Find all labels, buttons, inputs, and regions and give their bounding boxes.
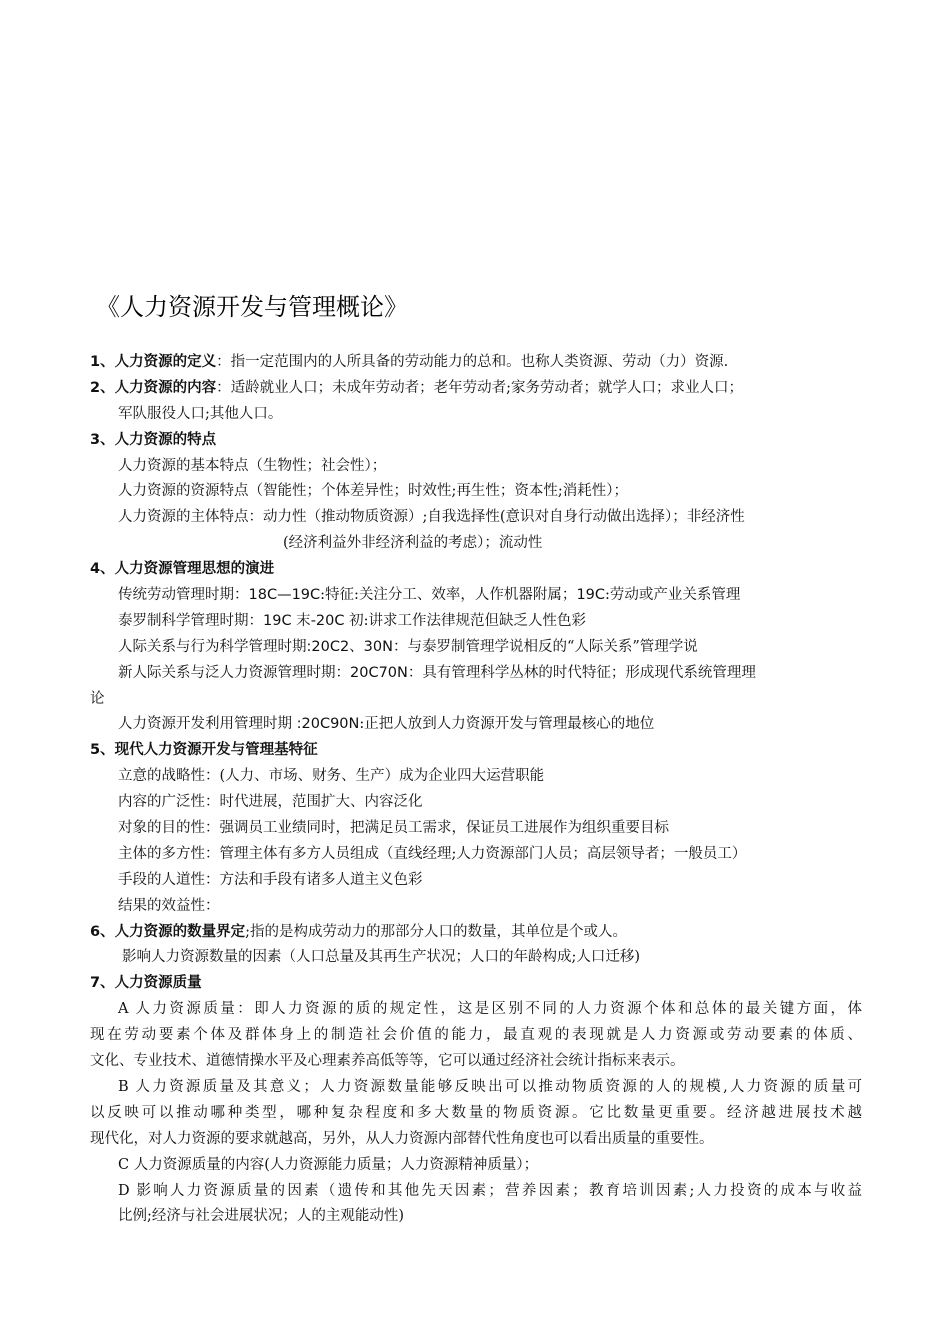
paragraph-line: 人力资源的资源特点（智能性；个体差异性；时效性;再生性；资本性;消耗性）；	[118, 483, 629, 500]
paragraph-line: 现在劳动要素个体及群体身上的制造社会价值的能力，最直观的表现就是人力资源或劳动要素的体质、	[90, 1027, 862, 1044]
text-segment: 19C	[576, 587, 606, 604]
section-5	[90, 738, 862, 764]
paragraph-line: (经济利益外非经济利益的考虑）；流动性	[283, 535, 543, 552]
paragraph-line: 以反映可以推动哪种类型，哪种复杂程度和多大数量的物质资源。它比数量更重要。经济越进展技术越	[90, 1104, 862, 1121]
paragraph-line: D 影响人力资源质量的因素（遗传和其他先天因素；营养因素；教育培训因素;人力投资的成本与收益	[118, 1182, 862, 1199]
document-body	[90, 350, 862, 1230]
paragraph-line	[90, 609, 862, 635]
text-segment: 末	[291, 612, 311, 629]
text-segment: -20C	[310, 612, 345, 629]
section-text: ;指的是构成劳动力的那部分人口的数量，其单位是个或人。	[245, 923, 627, 940]
section-heading: 人力资源质量	[114, 975, 202, 992]
section-number: 1、	[90, 354, 115, 370]
text-segment: 泰罗制科学管理时期：	[118, 612, 263, 629]
text-segment: 初:讲求工作法律规范但缺乏人性色彩	[344, 612, 586, 629]
text-segment: 20C70N	[350, 664, 408, 681]
section-number: 2、	[90, 379, 115, 396]
paragraph-line	[90, 635, 862, 661]
text-segment: ：具有管理科学丛林的时代特征；形成现代系统管理理	[407, 664, 756, 681]
section-heading: 人力资源的数量界定	[114, 923, 246, 940]
paragraph-line: 主体的多方性：管理主体有多方人员组成（直线经理;人力资源部门人员；高层领导者；一般员工）	[118, 845, 747, 862]
paragraph-line: 立意的战略性：(人力、市场、财务、生产）成为企业四大运营职能	[118, 768, 545, 785]
section-2	[90, 376, 862, 402]
section-3	[90, 428, 862, 454]
section-text: ：适龄就业人口；未成年劳动者；老年劳动者;家务劳动者；就学人口；求业人口；	[216, 379, 743, 396]
paragraph-line: 人力资源的基本特点（生物性；社会性）；	[118, 457, 387, 474]
section-heading: 人力资源管理思想的演进	[114, 561, 275, 578]
text-segment: 人际关系与行为科学管理时期	[118, 638, 307, 655]
paragraph-line: 对象的目的性：强调员工业绩同时，把满足员工需求，保证员工进展作为组织重要目标	[118, 820, 669, 837]
text-segment: ：与泰罗制管理学说相反的“人际关系”管理学说	[392, 638, 698, 655]
section-number: 4、	[90, 561, 115, 578]
section-number: 6、	[90, 923, 115, 940]
text-segment: :20C90N	[296, 716, 360, 733]
section-heading: 人力资源的内容	[114, 379, 217, 396]
text-segment: :劳动或产业关系管理	[605, 587, 741, 604]
section-6	[90, 920, 862, 946]
paragraph-line: C 人力资源质量的内容(人力资源能力质量；人力资源精神质量）；	[118, 1156, 539, 1173]
paragraph-line: 手段的人道性：方法和手段有诸多人道主义色彩	[118, 871, 423, 888]
section-heading: 人力资源的定义	[114, 354, 217, 370]
paragraph-line	[90, 712, 862, 738]
paragraph-line: 论	[90, 690, 105, 707]
paragraph-line: 比例;经济与社会进展状况；人的主观能动性)	[118, 1208, 405, 1225]
paragraph-line: 影响人力资源数量的因素（人口总量及其再生产状况；人口的年龄构成;人口迁移)	[122, 949, 641, 966]
text-segment: 传统劳动管理时期：	[118, 587, 249, 604]
section-number: 3、	[90, 431, 115, 448]
text-segment: 18C—19C	[248, 587, 321, 604]
section-4	[90, 557, 862, 583]
paragraph-line: B 人力资源质量及其意义；人力资源数量能够反映出可以推动物质资源的人的规模,人力资源的质量可	[118, 1078, 862, 1095]
section-2-continuation: 军队服役人口;其他人口。	[118, 405, 283, 422]
text-segment: 新人际关系与泛人力资源管理时期：	[118, 664, 350, 681]
paragraph-line: 人力资源的主体特点：动力性（推动物质资源）;自我选择性(意识对自身行动做出选择）；非经济性	[118, 509, 745, 526]
paragraph-line: 现代化，对人力资源的要求就越高，另外，从人力资源内部替代性角度也可以看出质量的重要性。	[90, 1130, 714, 1147]
text-segment: :特征:关注分工、效率，人作机器附属；	[320, 587, 577, 604]
section-heading: 现代人力资源开发与管理基特征	[114, 742, 318, 759]
paragraph-line: A 人力资源质量：即人力资源的质的规定性，这是区别不同的人力资源个体和总体的最关键方面，体	[118, 1001, 862, 1018]
section-7	[90, 971, 862, 997]
text-segment: 19C	[263, 612, 292, 629]
section-number: 5、	[90, 742, 115, 759]
text-segment: 人力资源开发利用管理时期	[118, 716, 297, 733]
text-segment: :正把人放到人力资源开发与管理最核心的地位	[359, 716, 655, 733]
section-text: ：指一定范围内的人所具备的劳动能力的总和。也称人类资源、劳动（力）资源.	[216, 354, 729, 370]
text-segment: :20C2、30N	[306, 638, 393, 655]
section-heading: 人力资源的特点	[114, 431, 217, 448]
section-number: 7、	[90, 975, 115, 992]
paragraph-line	[90, 583, 862, 609]
document-title: 《人力资源开发与管理概论》	[96, 293, 408, 321]
paragraph-line: 内容的广泛性：时代进展，范围扩大、内容泛化	[118, 794, 423, 811]
paragraph-line	[90, 661, 862, 687]
paragraph-line: 文化、专业技术、道德情操水平及心理素养高低等等，它可以通过经济社会统计指标来表示。	[90, 1053, 685, 1070]
paragraph-line: 结果的效益性：	[118, 897, 220, 914]
section-1	[90, 350, 862, 376]
